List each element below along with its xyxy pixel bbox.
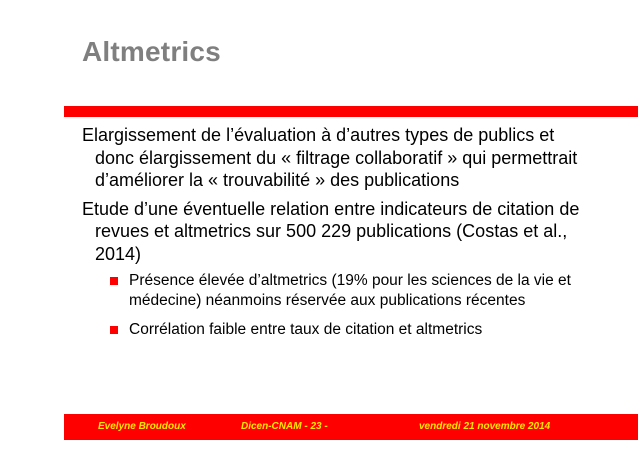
sub-bullet-item	[82, 271, 582, 311]
footer-date: vendredi 21 novembre 2014	[419, 421, 551, 432]
slide-title: Altmetrics	[82, 36, 221, 67]
footer-event: Dicen-CNAM - 23 -	[241, 421, 328, 432]
square-bullet-icon	[110, 326, 118, 334]
slide-content	[82, 124, 582, 349]
sub-bullet-text: Corrélation faible entre taux de citation et altmetrics	[129, 321, 483, 338]
square-bullet-icon	[110, 277, 118, 285]
title-divider	[64, 106, 638, 117]
footer-author: Evelyne Broudoux	[98, 421, 186, 432]
footer-bar	[64, 414, 638, 440]
sub-bullet-item	[82, 320, 582, 340]
bullet-paragraph-2: Etude d’une éventuelle relation entre indicateurs de citation de revues et altmetrics sur 500 229 publications (Costas et al., 2014)	[82, 198, 580, 264]
sub-bullet-text: Présence élevée d’altmetrics (19% pour les sciences de la vie et médecine) néanmoins réservée aux publications récentes	[129, 272, 571, 309]
bullet-paragraph-1: Elargissement de l’évaluation à d’autres types de publics et donc élargissement du « filtrage collaboratif » qui permettrait d’améliorer la « trouvabilité » des publications	[82, 125, 578, 190]
sub-bullet-list	[82, 271, 582, 340]
